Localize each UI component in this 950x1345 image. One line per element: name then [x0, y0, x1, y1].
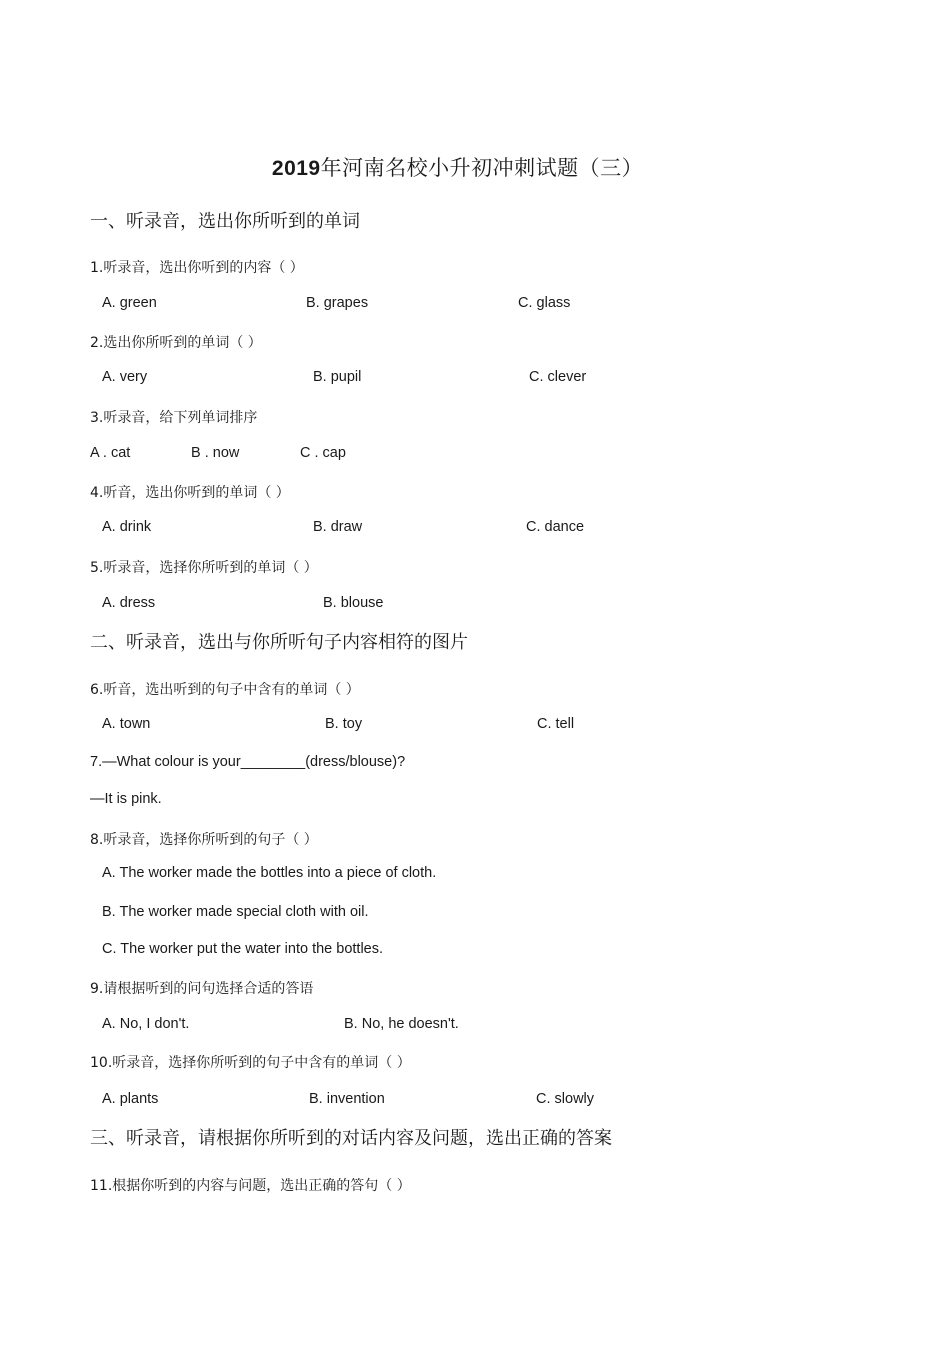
question-7-answer: —It is pink.: [90, 791, 162, 807]
page-title: [0, 152, 915, 182]
question-9-stem: 9.请根据听到的问句选择合适的答语: [90, 981, 314, 997]
q10-option-b: B. invention: [309, 1091, 385, 1107]
q8-option-a: A. The worker made the bottles into a piece of cloth.: [102, 865, 437, 881]
q6-option-c: C. tell: [537, 716, 575, 732]
q5-option-b: B. blouse: [323, 595, 384, 611]
q4-option-b: B. draw: [313, 519, 363, 535]
q6-option-b: B. toy: [325, 716, 363, 732]
question-10-stem: 10.听录音，选择你所听到的句子中含有的单词（ ）: [90, 1055, 411, 1071]
question-8-stem: 8.听录音，选择你所听到的句子（ ）: [90, 832, 318, 848]
q5-option-a: A. dress: [102, 595, 156, 611]
q6-option-a: A. town: [102, 716, 151, 732]
q8-option-c: C. The worker put the water into the bottles.: [102, 941, 384, 957]
question-3-stem: 3.听录音，给下列单词排序: [90, 410, 258, 426]
question-1-stem: 1.听录音，选出你听到的内容（ ）: [90, 260, 304, 276]
q4-option-c: C. dance: [526, 519, 585, 535]
title-year: 2019: [271, 157, 321, 180]
q1-option-c: C. glass: [518, 295, 571, 311]
q9-option-a: A. No, I don't.: [102, 1016, 190, 1032]
q2-option-c: C. clever: [529, 369, 587, 385]
title-text: 年河南名校小升初冲刺试题（三）: [320, 156, 644, 180]
q10-option-c: C. slowly: [536, 1091, 595, 1107]
question-5-stem: 5.听录音，选择你所听到的单词（ ）: [90, 560, 318, 576]
question-7-stem: 7.—What colour is your________(dress/blouse)?: [90, 754, 406, 770]
q10-option-a: A. plants: [102, 1091, 159, 1107]
q4-option-a: A. drink: [102, 519, 152, 535]
q3-option-c: C . cap: [300, 445, 346, 461]
q3-option-b: B . now: [191, 445, 240, 461]
section-1-heading: 一、听录音，选出你所听到的单词: [90, 211, 360, 232]
section-2-heading: 二、听录音，选出与你所听句子内容相符的图片: [90, 632, 468, 653]
section-3-heading: 三、听录音，请根据你所听到的对话内容及问题，选出正确的答案: [90, 1128, 612, 1149]
q1-option-a: A. green: [102, 295, 157, 311]
q1-option-b: B. grapes: [306, 295, 369, 311]
question-4-stem: 4.听音，选出你听到的单词（ ）: [90, 485, 290, 501]
q2-option-b: B. pupil: [313, 369, 362, 385]
question-2-stem: 2.选出你所听到的单词（ ）: [90, 335, 262, 351]
q9-option-b: B. No, he doesn't.: [344, 1016, 459, 1032]
question-11-stem: 11.根据你听到的内容与问题，选出正确的答句（ ）: [90, 1178, 411, 1194]
q3-option-a: A . cat: [90, 445, 131, 461]
q2-option-a: A. very: [102, 369, 148, 385]
q8-option-b: B. The worker made special cloth with oil.: [102, 904, 369, 920]
question-6-stem: 6.听音，选出听到的句子中含有的单词（ ）: [90, 682, 360, 698]
